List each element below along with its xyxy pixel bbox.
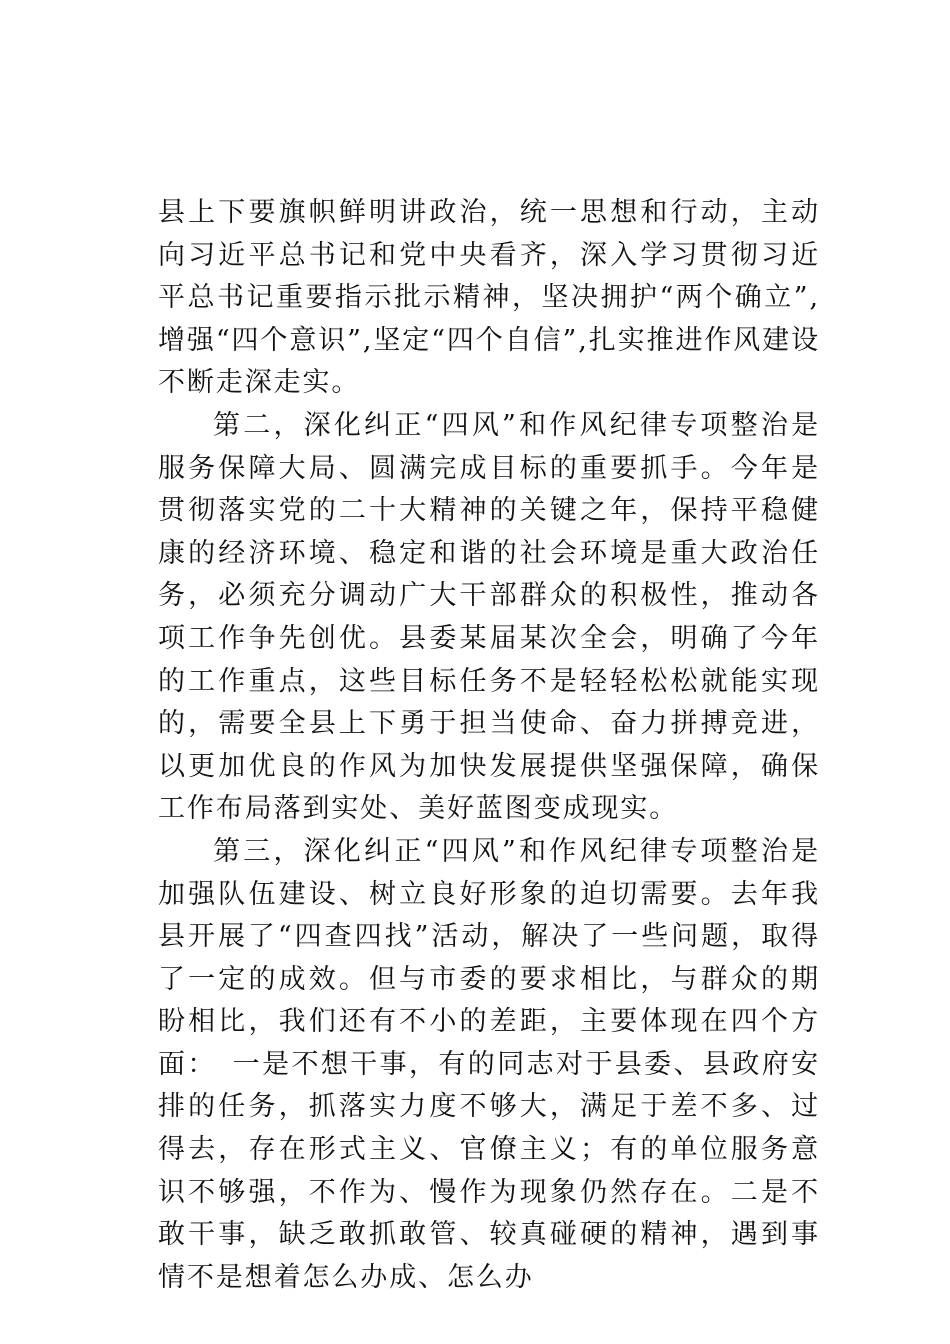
paragraph-2: 第二，深化纠正“四风”和作风纪律专项整治是服务保障大局、圆满完成目标的重要抓手。今年是贯彻落实党的二十大精神的关键之年，保持平稳健康的经济环境、稳定和谐的社会环境是重大政治任务，必须充分调动广大干部群众的积极性，推动各项工作争先创优。县委某届某次全会，明确了今年的工作重点，这些目标任务不是轻轻松松就能实现的，需要全县上下勇于担当使命、奋力拼搏竞进，以更加优良的作风为加快发展提供坚强保障，确保工作布局落到实处、美好蓝图变成现实。 bbox=[158, 409, 820, 825]
paragraph-1: 县上下要旗帜鲜明讲政治，统一思想和行动，主动向习近平总书记和党中央看齐，深入学习贯彻习近平总书记重要指示批示精神，坚决拥护“两个确立”,增强“四个意识”,坚定“四个自信”,扎实推进作风建设不断走深走实。 bbox=[158, 197, 820, 399]
paragraph-3: 第三，深化纠正“四风”和作风纪律专项整治是加强队伍建设、树立良好形象的迫切需要。去年我县开展了“四查四找”活动，解决了一些问题，取得了一定的成效。但与市委的要求相比，与群众的期盼相比，我们还有不小的差距，主要体现在四个方面： 一是不想干事，有的同志对于县委、县政府安排的任务，抓落实力度不够大，满足于差不多、过得去，存在形式主义、官僚主义；有的单位服务意识不够强，不作为、慢作为现象仍然存在。二是不敢干事，缺乏敢抓敢管、较真碰硬的精神，遇到事情不是想着怎么办成、怎么办 bbox=[158, 835, 820, 1293]
document-body bbox=[158, 192, 820, 1299]
